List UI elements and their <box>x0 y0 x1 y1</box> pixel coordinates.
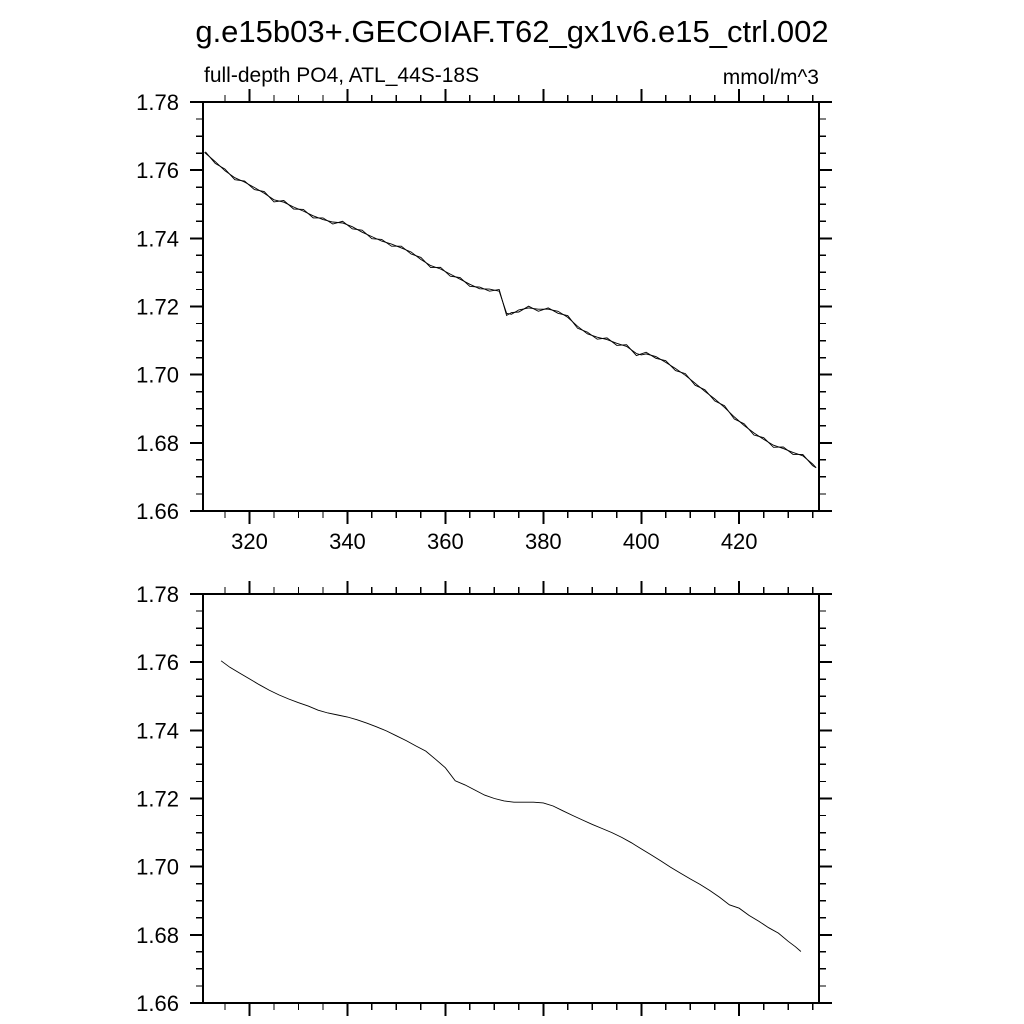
x-tick-label: 380 <box>524 529 562 554</box>
chart-panel <box>136 89 832 554</box>
plot-title: g.e15b03+.GECOIAF.T62_gx1v6.e15_ctrl.002 <box>195 14 829 49</box>
x-tick-label: 360 <box>427 529 464 554</box>
top-chart-units: mmol/m^3 <box>722 66 819 89</box>
y-tick-label: 1.72 <box>136 294 179 320</box>
x-tick-label: 320 <box>231 529 268 554</box>
y-tick-label: 1.78 <box>136 90 179 115</box>
x-tick-label: 420 <box>720 529 758 554</box>
y-tick-label: 1.74 <box>136 226 179 252</box>
y-tick-label: 1.72 <box>136 786 179 812</box>
top-chart-subtitle: full-depth PO4, ATL_44S-18S <box>204 64 480 87</box>
x-tick-label: 400 <box>622 529 660 554</box>
y-tick-label: 1.70 <box>136 854 179 880</box>
data-line-line1 <box>205 152 816 468</box>
data-line-line1 <box>221 661 801 952</box>
y-tick-label: 1.74 <box>136 718 179 744</box>
y-tick-label: 1.66 <box>136 499 179 524</box>
data-line-line2 <box>205 152 817 467</box>
y-tick-label: 1.66 <box>136 991 179 1016</box>
x-tick-label: 340 <box>329 529 366 554</box>
y-tick-label: 1.76 <box>136 158 179 184</box>
y-tick-label: 1.70 <box>136 362 179 388</box>
y-tick-label: 1.68 <box>136 430 179 456</box>
y-tick-label: 1.76 <box>136 650 179 676</box>
plot-frame <box>203 594 819 1003</box>
plot-frame <box>203 102 819 511</box>
y-tick-label: 1.78 <box>136 582 179 607</box>
chart-panel <box>136 581 832 1016</box>
y-tick-label: 1.68 <box>136 922 179 948</box>
